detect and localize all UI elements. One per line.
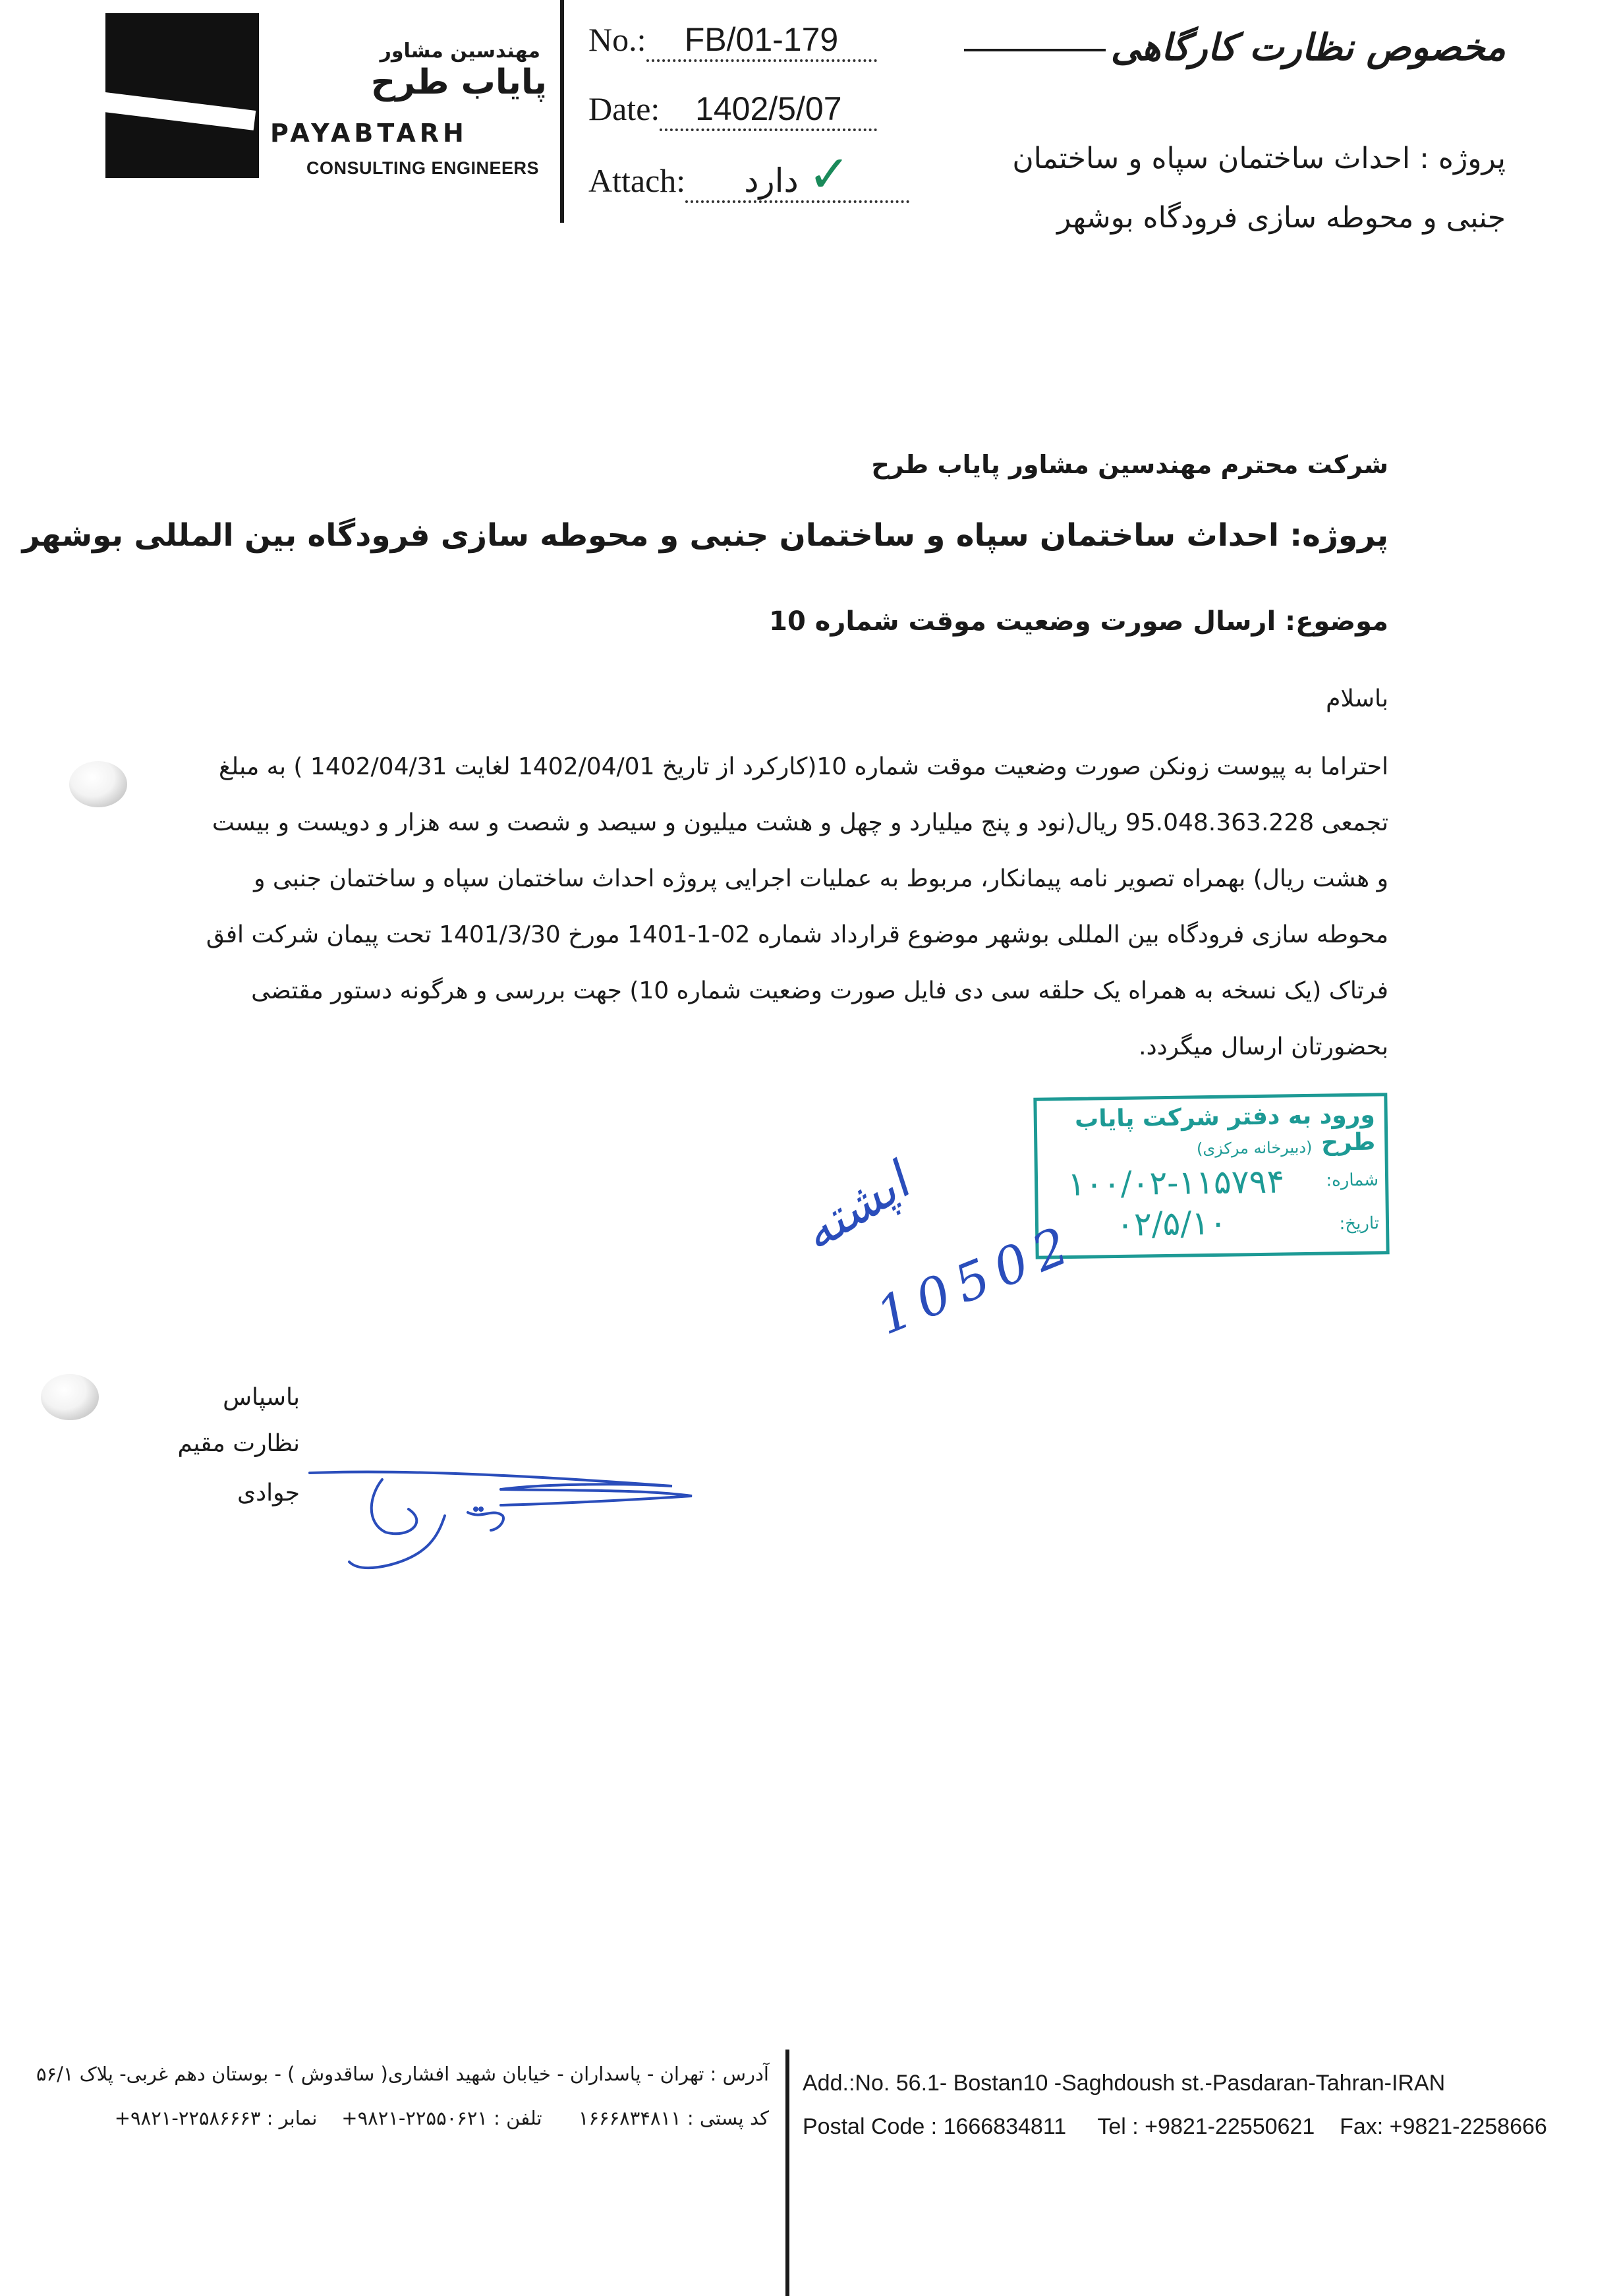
checkmark-icon: ✓ [807, 145, 851, 204]
paragraph-line: محوطه سازی فرودگاه بین المللی بوشهر موضوع قرارداد شماره 02-1-1401 مورخ 1401/3/30 تحت پیمان شرکت افق [206, 921, 1388, 948]
footer-address-en: Add.:No. 56.1- Bostan10 -Saghdoush st.-Pasdaran-Tahran-IRAN [803, 2071, 1446, 2096]
stamp-date-value: ۰۲/۵/۱۰ [1116, 1203, 1228, 1244]
punch-hole [41, 1374, 99, 1420]
header-title: مخصوص نظارت کارگاهی [964, 26, 1506, 69]
logo-en-name: PAYABTARH [270, 119, 468, 148]
paragraph-line: و هشت ریال) بهمراه تصویر نامه پیمانکار، مربوط به عملیات اجرایی پروژه احداث ساختمان سپاه و ساختمان جنبی و [254, 865, 1388, 892]
receipt-stamp [1033, 1093, 1389, 1259]
paragraph-line: احتراما به پیوست زونکن صورت وضعیت موقت شماره 10(کارکرد از تاریخ 1402/04/01 لغایت 1402/04/31 ) به مبلغ [219, 753, 1388, 780]
greeting: باسلام [1326, 685, 1388, 712]
header-divider [560, 0, 564, 223]
letter-date-label: Date: [588, 90, 660, 127]
letter-attach-value: ✓ دارد [685, 155, 909, 203]
stamp-number-label: شماره: [1326, 1170, 1379, 1191]
signature-role: نظارت مقیم [177, 1430, 300, 1457]
footer-contact-fa: کد پستی : ۱۶۶۶۸۳۴۸۱۱ تلفن : ۲۲۵۵۰۶۲۱-۹۸۲۱+ نمابر : ۲۲۵۸۶۶۶۳-۹۸۲۱+ [114, 2107, 769, 2129]
company-logo [105, 13, 259, 178]
logo-en-subtitle: CONSULTING ENGINEERS [306, 158, 540, 178]
paragraph-line: بحضورتان ارسال میگردد. [1139, 1033, 1388, 1060]
handwritten-note: اپشته [791, 1151, 919, 1263]
letter-number-value: FB/01-179 [646, 20, 877, 62]
header-project-line-1: پروژه : احداث ساختمان سپاه و ساختمان [1012, 142, 1506, 175]
paragraph-line: تجمعی 95.048.363.228 ریال(نود و پنج میلیارد و چهل و هشت میلیون و سیصد و شصت و سه هزار و دویست و بیست [212, 809, 1388, 836]
stamp-date-label: تاریخ: [1339, 1213, 1380, 1234]
letter-date-value: 1402/5/07 [660, 89, 877, 131]
signature-closing: باسپاس [223, 1384, 300, 1411]
letter-attach-label: Attach: [588, 162, 686, 199]
letter-attach-row [588, 145, 909, 204]
handwritten-signature [303, 1456, 712, 1588]
logo-fa-name: پایاب طرح [370, 63, 547, 102]
footer-divider [785, 2050, 789, 2296]
footer-contact-en: Postal Code : 1666834811 Tel : +9821-22550621 Fax: +9821-2258666 [803, 2114, 1547, 2139]
logo-fa-subtitle: مهندسین مشاور [380, 40, 540, 63]
footer-address-fa: آدرس : تهران - پاسداران - خیابان شهید افشاری( ساقدوش ) - بوستان دهم غربی- پلاک ۵۶/۱ [36, 2063, 769, 2085]
header-project-line-2: جنبی و محوطه سازی فرودگاه بوشهر [1057, 201, 1506, 235]
letter-date-row [588, 89, 877, 131]
stamp-title: ورود به دفتر شرکت پایاب طرح [1074, 1101, 1376, 1157]
punch-hole [69, 761, 127, 807]
handwritten-number: 10502 [868, 1213, 1085, 1347]
project-title: پروژه: احداث ساختمان سپاه و ساختمان جنبی و محوطه سازی فرودگاه بین المللی بوشهر [22, 517, 1388, 554]
letter-number-row [588, 20, 877, 62]
stamp-subtitle: (دبیرخانه مرکزی) [1196, 1137, 1313, 1159]
signature-name: جوادی [237, 1479, 300, 1507]
stamp-number-value: ۱۰۰/۰۲-۱۱۵۷۹۴ [1067, 1162, 1285, 1204]
recipient: شرکت محترم مهندسین مشاور پایاب طرح [871, 450, 1388, 479]
letter-number-label: No.: [588, 21, 646, 58]
subject-line: موضوع: ارسال صورت وضعیت موقت شماره 10 [769, 606, 1388, 637]
paragraph-line: فرتاک (یک نسخه به همراه یک حلقه سی دی فایل صورت وضعیت شماره 10) جهت بررسی و هرگونه دستور مقتضی [251, 977, 1388, 1004]
